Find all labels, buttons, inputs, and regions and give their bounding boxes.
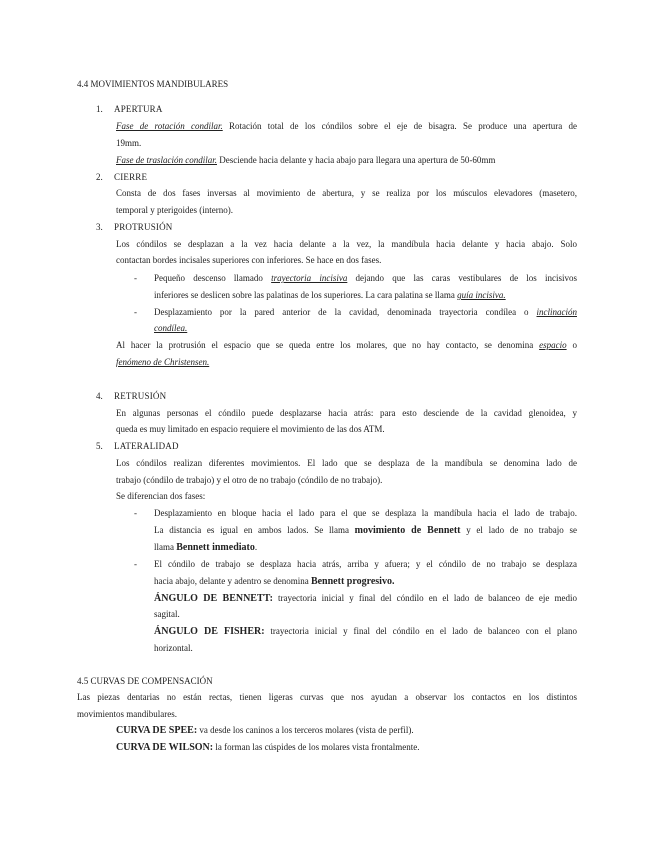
list-number-4: 4. xyxy=(96,391,103,401)
bullet-dash: - xyxy=(134,559,137,569)
cierre-line-2: temporal y pterigoides (interno). xyxy=(116,205,233,215)
bullet-dash: - xyxy=(134,508,137,518)
protrusion-bullet-1-line-2 xyxy=(154,287,506,304)
retrusion-line-2: queda es muy limitado en espacio requiere el movimiento de las dos ATM. xyxy=(116,424,385,434)
angulo-fisher-label: ÁNGULO DE FISHER: xyxy=(154,626,265,637)
heading-apertura: APERTURA xyxy=(114,104,163,114)
apertura-paragraph-2 xyxy=(116,152,495,169)
list-number-1: 1. xyxy=(96,104,103,114)
text-run: dejando que las caras vestibulares de los incisivos xyxy=(347,273,577,283)
text-run: va desde los caninos a los terceros molares (vista de perfil). xyxy=(197,725,414,735)
lateralidad-bullet-1-line-3 xyxy=(154,539,257,556)
apertura-p1-continuation: 19mm. xyxy=(116,138,142,148)
retrusion-line-1: En algunas personas el cóndilo puede desplazarse hacia atrás: para esto desciende de la cavidad glenoidea, y xyxy=(116,408,577,418)
apertura-p1-text: Rotación total de los cóndilos sobre el eje de bisagra. Se produce una apertura de xyxy=(222,121,578,131)
text-run: inferiores se deslicen sobre las palatinas de los superiores. La cara palatina se llama xyxy=(154,290,458,300)
bennett-progresivo-term: Bennett progresivo. xyxy=(310,576,395,587)
christensen-term: fenómeno de Christensen. xyxy=(116,357,210,367)
text-run: La distancia es igual en ambos lados. Se llama xyxy=(154,525,355,535)
list-number-2: 2. xyxy=(96,172,103,182)
espacio-term: espacio xyxy=(539,340,567,350)
apertura-paragraph-1 xyxy=(116,118,577,135)
text-run: trayectoria inicial y final del cóndilo en el lado de balanceo de eje medio xyxy=(272,593,577,603)
heading-retrusion: RETRUSIÓN xyxy=(114,391,167,401)
lateralidad-bullet-1-line-1: Desplazamiento en bloque hacia el lado para el que se desplaza la mandíbula hacia el lado de trabajo. xyxy=(154,508,577,518)
protrusion-bullet-1-line-1 xyxy=(154,270,577,287)
curvas-line-2: movimientos mandibulares. xyxy=(77,709,177,719)
angulo-bennett-line-1 xyxy=(154,590,577,607)
protrusion-line-1: Los cóndilos se desplazan a la vez hacia delante a la vez, la mandíbula hacia delante y hacia abajo. Solo xyxy=(116,239,577,249)
protrusion-after-line-1 xyxy=(116,337,577,354)
lateralidad-line-1: Los cóndilos realizan diferentes movimientos. El lado que se desplaza de la mandíbula se denomina lado de xyxy=(116,458,577,468)
lateralidad-line-2: trabajo (cóndilo de trabajo) y el otro de no trabajo (cóndilo de no trabajo). xyxy=(116,475,383,485)
trayectoria-incisiva-term: trayectoria incisiva xyxy=(271,273,348,283)
condilea-term: condílea. xyxy=(154,323,188,333)
curva-spee-line xyxy=(116,722,414,739)
list-number-5: 5. xyxy=(96,441,103,451)
bullet-dash: - xyxy=(134,307,137,317)
text-run: trayectoria inicial y final del cóndilo en el lado de balanceo con el plano xyxy=(264,626,577,636)
fase-rotacion-term: Fase de rotación condilar. xyxy=(116,121,223,131)
protrusion-bullet-2-line-2 xyxy=(154,320,187,337)
text-run: Al hacer la protrusión el espacio que se queda entre los molares, que no hay contacto, se denomina xyxy=(116,340,540,350)
lateralidad-bullet-2-line-1: El cóndilo de trabajo se desplaza hacia atrás, arriba y afuera; y el cóndilo de no trabajo se desplaza xyxy=(154,559,577,569)
heading-protrusion: PROTRUSIÓN xyxy=(114,222,173,232)
protrusion-bullet-2-line-1 xyxy=(154,304,577,321)
text-run: . xyxy=(254,542,258,552)
text-run: y el lado de no trabajo se xyxy=(460,525,577,535)
cierre-line-1: Consta de dos fases inversas al movimiento de abertura, y se realiza por los músculos elevadores (masetero, xyxy=(116,188,577,198)
curva-spee-label: CURVA DE SPEE: xyxy=(116,725,198,736)
heading-cierre: CIERRE xyxy=(114,172,148,182)
text-run: Pequeño descenso llamado xyxy=(154,273,272,283)
text-run: o xyxy=(566,340,577,350)
angulo-fisher-line-2: horizontal. xyxy=(154,643,193,653)
protrusion-line-2: contactan bordes incisales superiores con inferiores. Se hace en dos fases. xyxy=(116,255,382,265)
curva-wilson-label: CURVA DE WILSON: xyxy=(116,742,214,753)
protrusion-after-line-2 xyxy=(116,354,209,371)
bullet-dash: - xyxy=(134,273,137,283)
angulo-bennett-label: ÁNGULO DE BENNETT: xyxy=(154,593,273,604)
text-run: llama xyxy=(154,542,177,552)
bennett-inmediato-term: Bennett inmediato xyxy=(176,542,255,553)
section-title-4-4: 4.4 MOVIMIENTOS MANDIBULARES xyxy=(77,79,229,89)
section-title-4-5: 4.5 CURVAS DE COMPENSACIÓN xyxy=(77,676,213,686)
movimiento-bennett-term: movimiento de Bennett xyxy=(354,525,461,536)
apertura-p2-text: Desciende hacia delante y hacia abajo para llegara una apertura de 50-60mm xyxy=(217,155,496,165)
guia-incisiva-term: guía incisiva. xyxy=(457,290,506,300)
lateralidad-line-3: Se diferencian dos fases: xyxy=(116,491,206,501)
lateralidad-bullet-2-line-2 xyxy=(154,573,394,590)
inclinacion-term: inclinación xyxy=(536,307,577,317)
lateralidad-bullet-1-line-2 xyxy=(154,522,577,539)
curva-wilson-line xyxy=(116,739,420,756)
curvas-line-1: Las piezas dentarias no están rectas, tienen ligeras curvas que nos ayudan a observar los contactos en los distintos xyxy=(77,692,577,702)
text-run: la forman las cúspides de los molares vista frontalmente. xyxy=(213,742,420,752)
angulo-fisher-line-1 xyxy=(154,623,577,640)
text-run: hacia abajo, delante y adentro se denomina xyxy=(154,576,311,586)
fase-traslacion-term: Fase de traslación condilar. xyxy=(116,155,217,165)
angulo-bennett-line-2: sagital. xyxy=(154,609,180,619)
heading-lateralidad: LATERALIDAD xyxy=(114,441,179,451)
list-number-3: 3. xyxy=(96,222,103,232)
text-run: Desplazamiento por la pared anterior de la cavidad, denominada trayectoria condílea o xyxy=(154,307,537,317)
